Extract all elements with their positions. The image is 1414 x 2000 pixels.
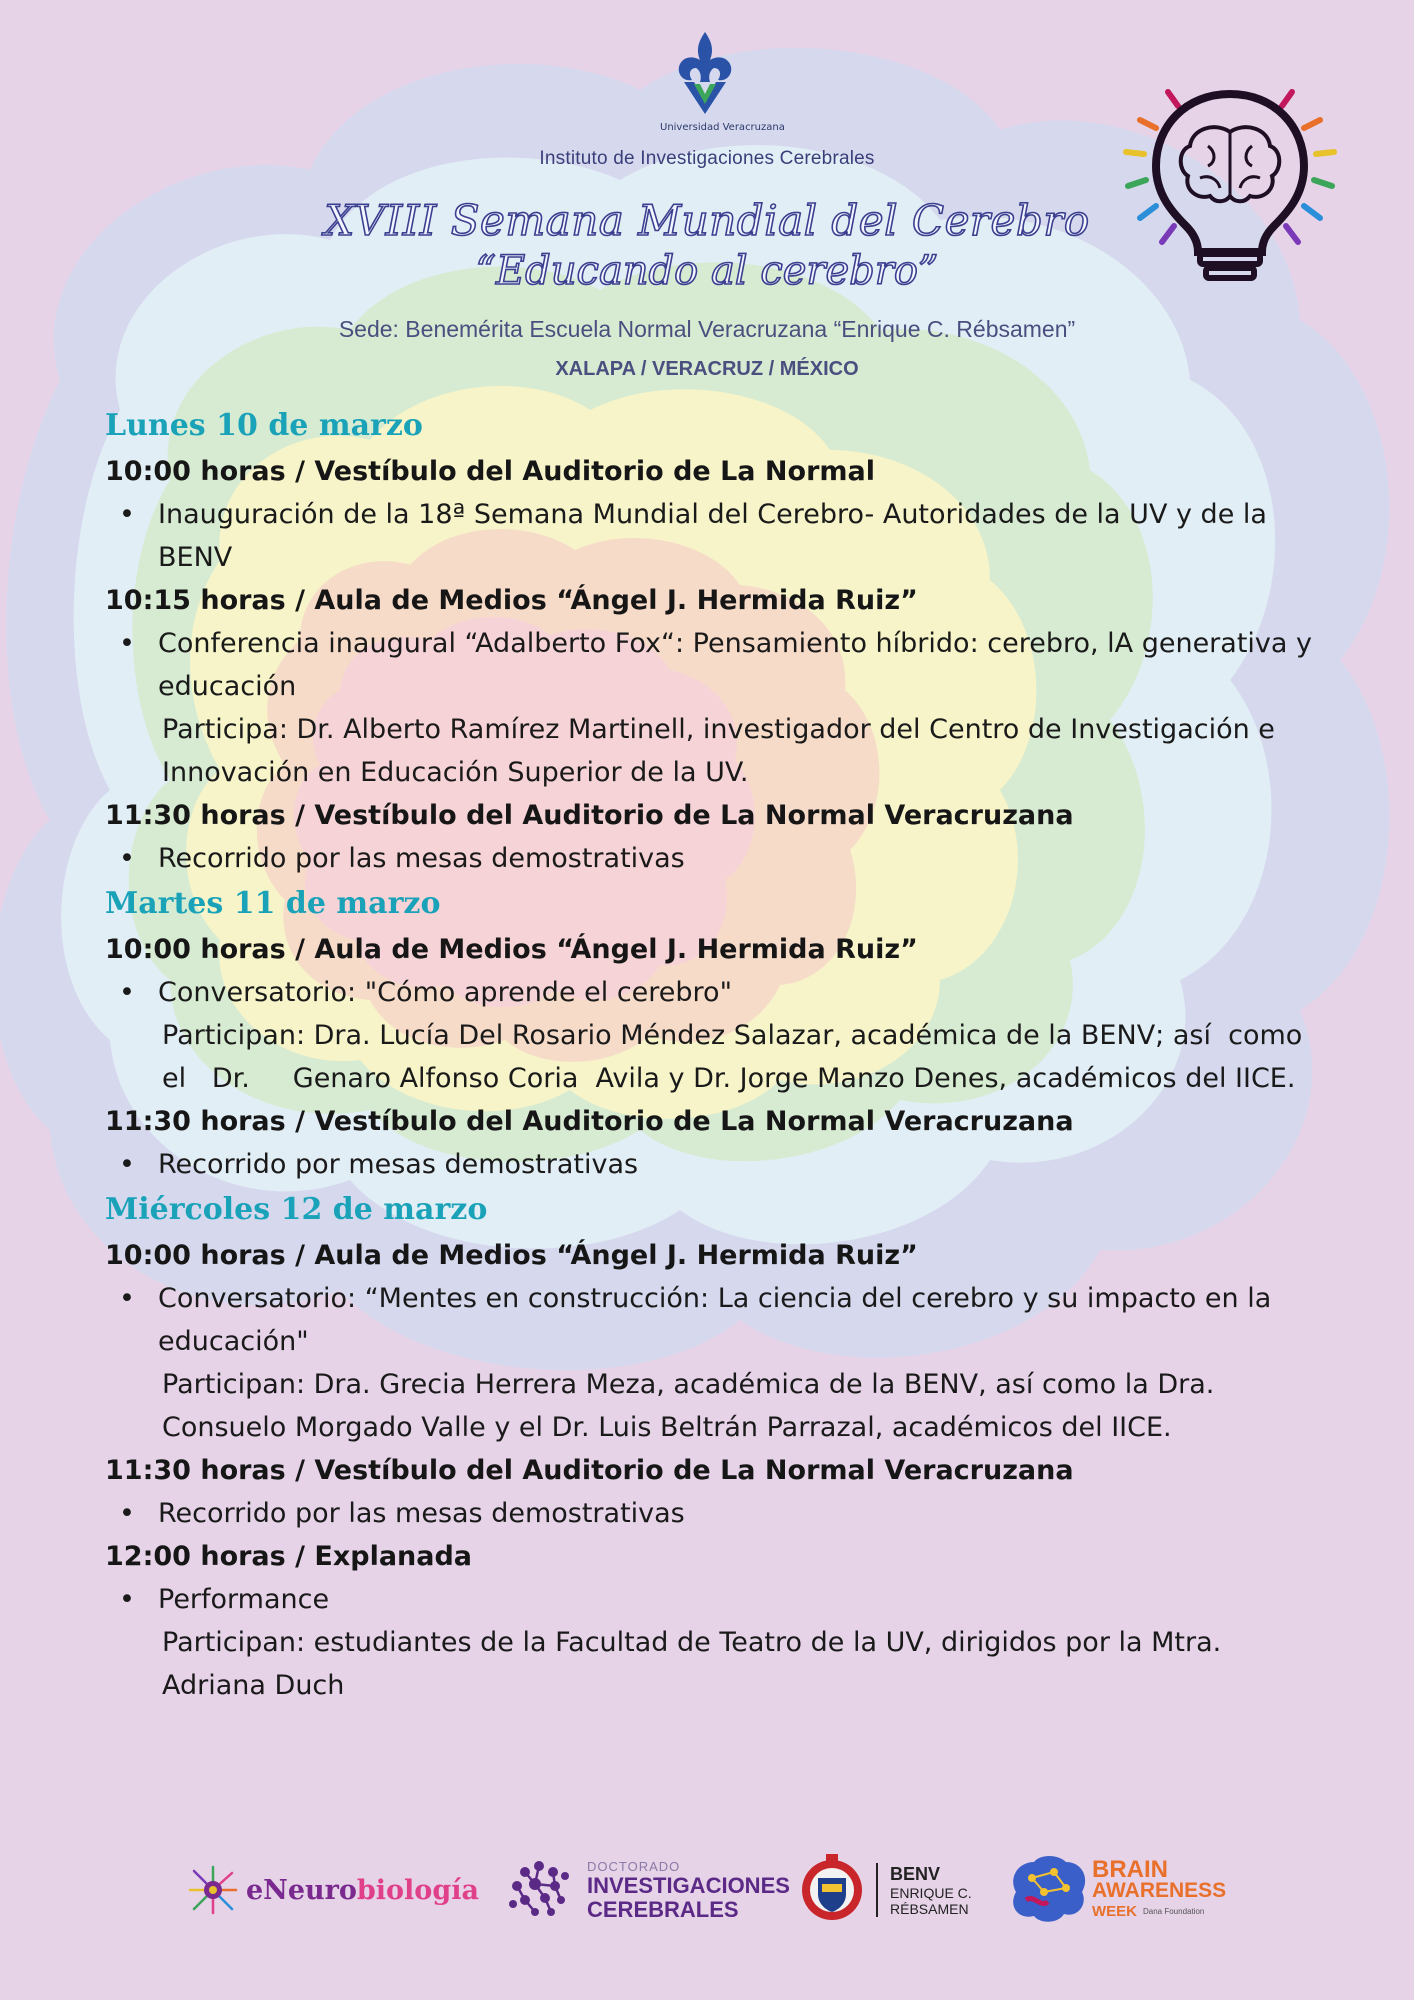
neuron-icon xyxy=(186,1863,240,1917)
day-title: Miércoles 12 de marzo xyxy=(105,1192,488,1227)
session-time: 10:15 horas / Aula de Medios “Ángel J. Hermida Ruiz” xyxy=(105,585,918,616)
session-time: 11:30 horas / Vestíbulo del Auditorio de La Normal Veracruzana xyxy=(105,1106,1074,1137)
session-time: 12:00 horas / Explanada xyxy=(105,1541,473,1572)
session-time: 10:00 horas / Vestíbulo del Auditorio de La Normal xyxy=(105,456,876,487)
institute-name: Instituto de Investigaciones Cerebrales xyxy=(539,148,875,169)
session-activity: • Conversatorio: “Mentes en construcción: La ciencia del cerebro y su impacto en la educación" xyxy=(105,1277,1325,1363)
benv-logo xyxy=(800,1845,972,1935)
uv-logo xyxy=(660,28,785,133)
day-title: Lunes 10 de marzo xyxy=(105,408,423,443)
awareness-label: AWARENESS xyxy=(1092,1878,1227,1902)
session-activity: • Conversatorio: "Cómo aprende el cerebro" xyxy=(105,971,1325,1014)
session-activity: • Recorrido por las mesas demostrativas xyxy=(105,837,1325,880)
benv-line3: RÉBSAMEN xyxy=(890,1900,969,1917)
doctorado-label: DOCTORADO xyxy=(587,1858,681,1874)
session-time: 11:30 horas / Vestíbulo del Auditorio de La Normal Veracruzana xyxy=(105,800,1074,831)
week-label: WEEK xyxy=(1092,1902,1137,1920)
doctorado-logo xyxy=(505,1845,790,1935)
session-activity: • Recorrido por mesas demostrativas xyxy=(105,1143,1325,1186)
day-tuesday xyxy=(105,880,1325,1186)
benv-line1: BENV xyxy=(890,1863,941,1884)
session-activity: • Performance xyxy=(105,1578,1325,1621)
eneurobiologia-logo xyxy=(186,1845,479,1935)
network-brain-icon xyxy=(505,1856,573,1924)
session-participants: Participa: Dr. Alberto Ramírez Martinell, investigador del Centro de Investigación e Innovación en Educación Superior de la UV. xyxy=(162,714,1284,788)
brain-awareness-week-logo xyxy=(1004,1845,1226,1935)
benv-divider xyxy=(876,1863,878,1917)
brain-network-icon xyxy=(1004,1852,1090,1928)
uv-fleur-de-lis-icon xyxy=(670,28,740,116)
biologia-text: biología xyxy=(356,1874,479,1906)
brain-label: BRAIN xyxy=(1092,1855,1168,1883)
venue: Sede: Benemérita Escuela Normal Veracruzana “Enrique C. Rébsamen” xyxy=(338,316,1076,342)
day-monday xyxy=(105,402,1325,880)
location: XALAPA / VERACRUZ / MÉXICO xyxy=(555,358,859,380)
session-participants: Participan: estudiantes de la Facultad de Teatro de la UV, dirigidos por la Mtra. Adriana Duch xyxy=(162,1627,1230,1701)
session-time: 10:00 horas / Aula de Medios “Ángel J. Hermida Ruiz” xyxy=(105,934,918,965)
session-participants: Participan: Dra. Grecia Herrera Meza, académica de la BENV, así como la Dra. Consuelo Morgado Valle y el Dr. Luis Beltrán Parrazal, académicos del IICE. xyxy=(162,1369,1223,1443)
lightbulb-brain-icon xyxy=(1120,70,1340,290)
university-name: Universidad Veracruzana xyxy=(660,122,785,133)
eneuro-text: eNeuro xyxy=(246,1874,357,1906)
benv-shield-icon xyxy=(800,1852,864,1928)
doctorado-line1: INVESTIGACIONES xyxy=(587,1872,790,1898)
session-activity: • Recorrido por las mesas demostrativas xyxy=(105,1492,1325,1535)
session-time: 11:30 horas / Vestíbulo del Auditorio de La Normal Veracruzana xyxy=(105,1455,1074,1486)
session-participants: Participan: Dra. Lucía Del Rosario Méndez Salazar, académica de la BENV; así como el Dr. Genaro Alfonso Coria Avila y Dr. Jorge Manzo Denes, académicos del IICE. xyxy=(162,1020,1311,1094)
day-title: Martes 11 de marzo xyxy=(105,886,441,921)
session-activity: • Inauguración de la 18ª Semana Mundial del Cerebro- Autoridades de la UV y de la BENV xyxy=(105,493,1325,579)
event-subtitle: “Educando al cerebro” xyxy=(475,248,939,294)
day-wednesday xyxy=(105,1186,1325,1707)
session-time: 10:00 horas / Aula de Medios “Ángel J. Hermida Ruiz” xyxy=(105,1240,918,1271)
session-activity: • Conferencia inaugural “Adalberto Fox“: Pensamiento híbrido: cerebro, lA generativa y educación xyxy=(105,622,1325,708)
schedule xyxy=(105,402,1325,1707)
doctorado-line2: CEREBRALES xyxy=(587,1896,739,1922)
benv-line2: ENRIQUE C. xyxy=(890,1884,972,1901)
dana-foundation-label: Dana Foundation xyxy=(1143,1906,1205,1916)
event-title: XVIII Semana Mundial del Cerebro xyxy=(324,196,1090,245)
footer-logos xyxy=(0,1845,1414,1935)
